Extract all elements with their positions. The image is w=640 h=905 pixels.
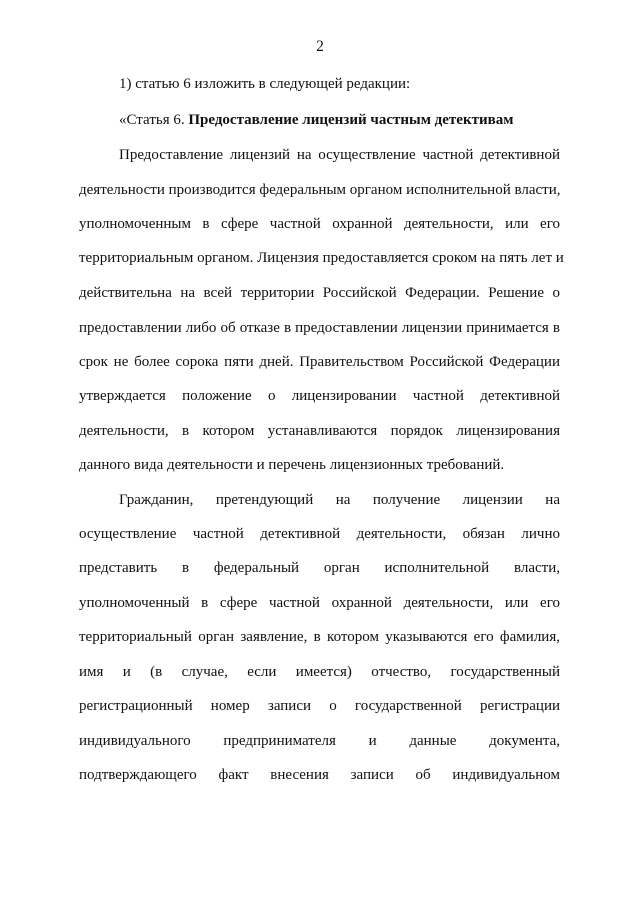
paragraph-line: подтверждающего факт внесения записи об индивидуальном	[79, 767, 560, 783]
paragraph-line: представить в федеральный орган исполнительной власти,	[79, 560, 560, 576]
paragraph-line-last: данного вида деятельности и перечень лицензионных требований.	[79, 457, 505, 473]
paragraph-line: Гражданин, претендующий на получение лицензии на	[119, 492, 560, 508]
paragraph-line: уполномоченный в сфере частной охранной деятельности, или его	[79, 595, 560, 611]
article-title: Предоставление лицензий частным детективам	[188, 112, 514, 128]
paragraph-line: утверждается положение о лицензировании частной детективной	[79, 388, 560, 404]
article-heading	[119, 110, 513, 130]
page-number: 2	[316, 38, 324, 55]
paragraph-line: регистрационный номер записи о государственной регистрации	[79, 698, 560, 714]
paragraph-line: индивидуального предпринимателя и данные документа,	[79, 733, 560, 749]
paragraph-line: Предоставление лицензий на осуществление частной детективной	[119, 147, 560, 163]
amendment-item-line: 1) статью 6 изложить в следующей редакции:	[119, 76, 411, 92]
article-prefix: «Статья 6.	[119, 112, 189, 128]
paragraph-line: осуществление частной детективной деятельности, обязан лично	[79, 526, 560, 542]
paragraph-line: срок не более сорока пяти дней. Правительством Российской Федерации	[79, 354, 560, 370]
paragraph-line: деятельности, в котором устанавливаются порядок лицензирования	[79, 423, 560, 439]
paragraph-line: территориальным органом. Лицензия предоставляется сроком на пять лет и	[79, 250, 564, 266]
paragraph-line: имя и (в случае, если имеется) отчество, государственный	[79, 664, 560, 680]
paragraph-line: предоставлении либо об отказе в предоставлении лицензии принимается в	[79, 320, 560, 336]
paragraph-line: уполномоченным в сфере частной охранной деятельности, или его	[79, 216, 560, 232]
paragraph-line: действительна на всей территории Российской Федерации. Решение о	[79, 285, 560, 301]
paragraph-line: деятельности производится федеральным органом исполнительной власти,	[79, 182, 561, 198]
paragraph-line: территориальный орган заявление, в котором указываются его фамилия,	[79, 629, 560, 645]
